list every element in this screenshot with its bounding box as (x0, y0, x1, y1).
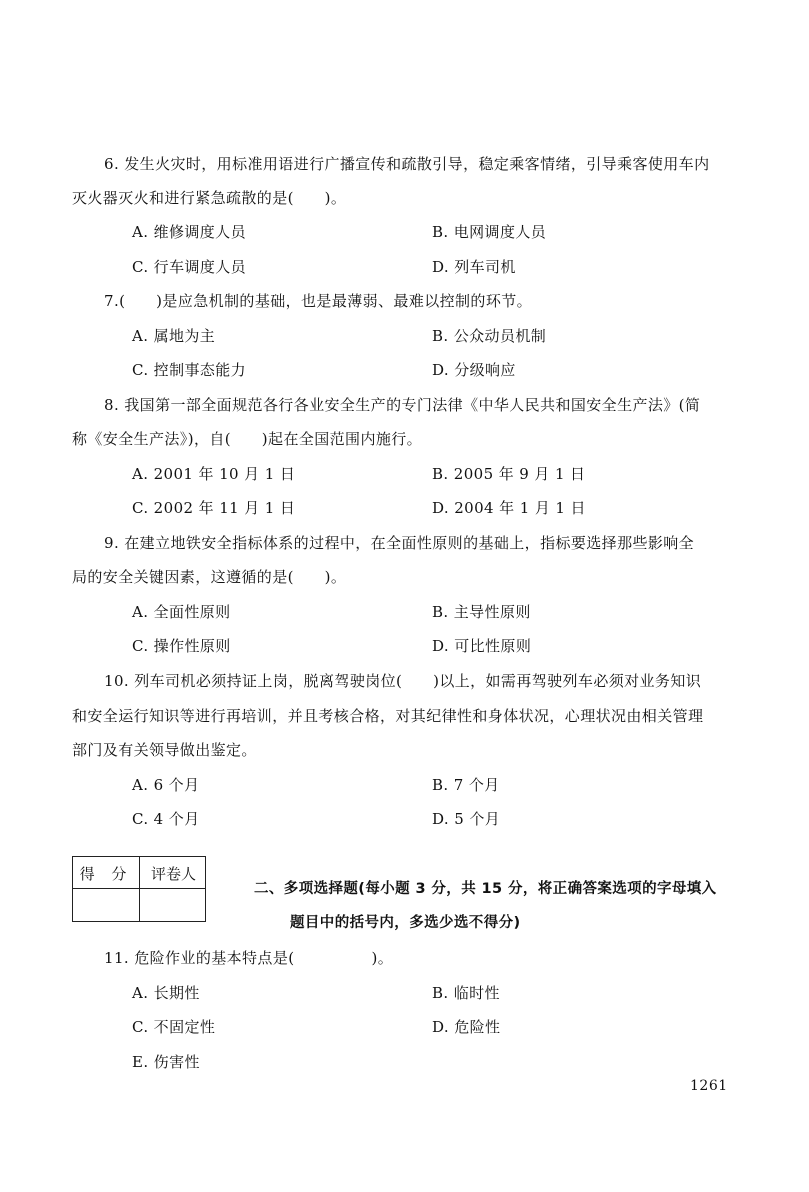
q6-option-b: B. 电网调度人员 (432, 223, 547, 241)
q9-option-d: D. 可比性原则 (432, 637, 532, 655)
q10-option-b: B. 7 个月 (432, 776, 500, 794)
q8-option-d: D. 2004 年 1 月 1 日 (432, 499, 586, 517)
q9-option-b: B. 主导性原则 (432, 603, 531, 621)
q8-option-b: B. 2005 年 9 月 1 日 (432, 465, 586, 483)
q9-option-c: C. 操作性原则 (132, 637, 231, 655)
q10-option-a: A. 6 个月 (132, 776, 200, 794)
q10-option-d: D. 5 个月 (432, 810, 501, 828)
page-number: 1261 (690, 1078, 728, 1094)
q7-stem-line1: 7.( )是应急机制的基础，也是最薄弱、最难以控制的环节。 (104, 292, 533, 310)
q11-option-b: B. 临时性 (432, 984, 500, 1002)
q8-stem-line2: 称《安全生产法》)，自( )起在全国范围内施行。 (72, 430, 423, 448)
q11-option-a: A. 长期性 (132, 984, 200, 1002)
q9-option-a: A. 全面性原则 (132, 603, 231, 621)
section2-heading-line1: 二、多项选择题(每小题 3 分，共 15 分，将正确答案选项的字母填入 (254, 881, 717, 897)
q11-stem-line1: 11. 危险作业的基本特点是( )。 (104, 949, 394, 967)
q6-stem-line2: 灭火器灭火和进行紧急疏散的是( )。 (72, 189, 347, 207)
q10-stem-line3: 部门及有关领导做出鉴定。 (72, 741, 257, 759)
q8-option-a: A. 2001 年 10 月 1 日 (132, 465, 296, 483)
q9-stem-line2: 局的安全关键因素，这遵循的是( )。 (72, 568, 347, 586)
q6-option-d: D. 列车司机 (432, 258, 516, 276)
q10-stem-line1: 10. 列车司机必须持证上岗，脱离驾驶岗位( )以上，如需再驾驶列车必须对业务知识 (104, 672, 702, 690)
score-label: 得 分 (79, 865, 133, 883)
q7-option-a: A. 属地为主 (132, 327, 216, 345)
q8-option-c: C. 2002 年 11 月 1 日 (132, 499, 296, 517)
q10-stem-line2: 和安全运行知识等进行再培训，并且考核合格，对其纪律性和身体状况，心理状况由相关管理 (72, 707, 704, 725)
q7-option-d: D. 分级响应 (432, 361, 516, 379)
q6-stem-line1: 6. 发生火灾时，用标准用语进行广播宣传和疏散引导，稳定乘客情绪，引导乘客使用车内 (104, 155, 710, 173)
q11-option-e: E. 伤害性 (132, 1053, 200, 1071)
q6-option-c: C. 行车调度人员 (132, 258, 247, 276)
section2-heading-line2: 题目中的括号内，多选少选不得分) (290, 915, 521, 931)
grader-label: 评卷人 (150, 865, 196, 883)
q11-option-c: C. 不固定性 (132, 1018, 216, 1036)
q6-option-a: A. 维修调度人员 (132, 223, 246, 241)
q9-stem-line1: 9. 在建立地铁安全指标体系的过程中，在全面性原则的基础上，指标要选择那些影响全 (104, 534, 695, 552)
q10-option-c: C. 4 个月 (132, 810, 200, 828)
q8-stem-line1: 8. 我国第一部全面规范各行各业安全生产的专门法律《中华人民共和国安全生产法》(简 (104, 396, 701, 414)
q11-option-d: D. 危险性 (432, 1018, 501, 1036)
q7-option-b: B. 公众动员机制 (432, 327, 547, 345)
q7-option-c: C. 控制事态能力 (132, 361, 247, 379)
score-table (72, 856, 206, 922)
